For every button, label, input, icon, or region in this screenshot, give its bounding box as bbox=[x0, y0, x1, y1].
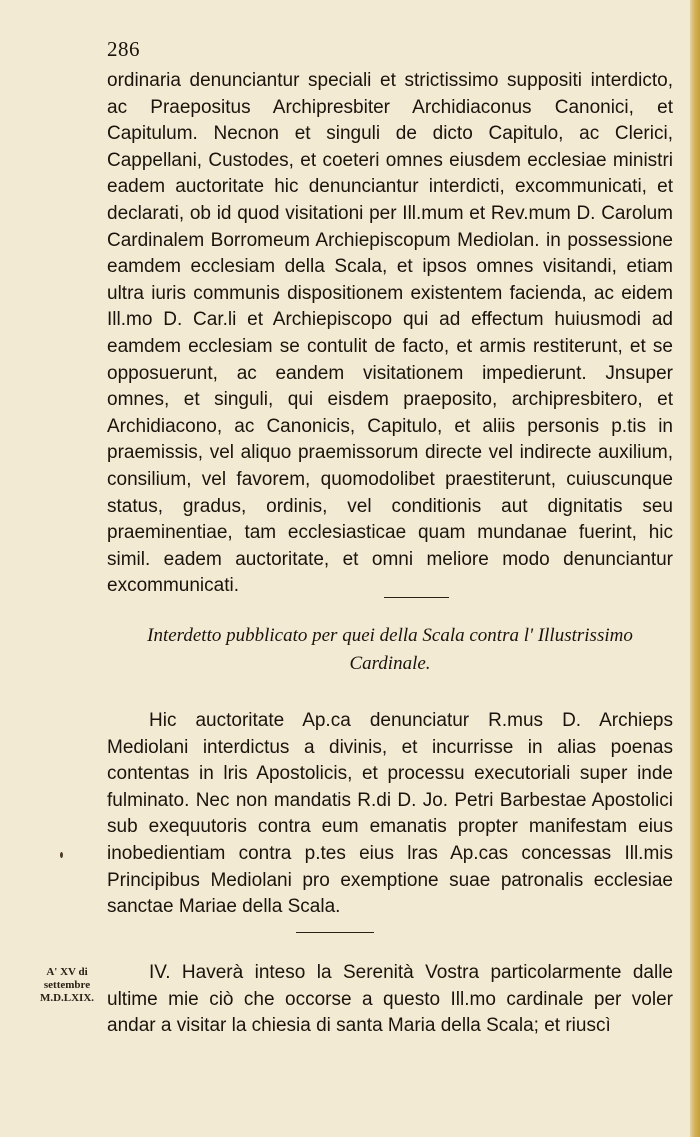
margin-date-line: A' XV di bbox=[46, 966, 88, 978]
page-number: 286 bbox=[107, 37, 140, 61]
page-edge bbox=[690, 0, 700, 1137]
section-heading: Interdetto pubblicato per quei della Scala contra l' Illustrissimo Cardinale. bbox=[147, 625, 633, 674]
ink-mark bbox=[60, 852, 63, 858]
margin-date-line: settembre bbox=[43, 979, 91, 991]
paragraph-interdict: ordinaria denunciantur speciali et strictissimo suppositi interdicto, ac Praepositus Archipresbiter Archidiaconus Canonici, et Capitulum. Necnon et singuli de dicto Capitulo, ac Clerici, Cappellani, Custodes, et coeteri omnes eiusdem ecclesiae ministri eadem auctoritate hic denunciantur interdicti, excommunicati, et declarati, ob id quod visitationi per Ill.mum et Rev.mum D. Carolum Cardinalem Borromeum Archiepiscopum Mediolan. in possessione eamdem ecclesiam della Scala, et ipsos omnes visitandi, etiam ultra iuris communis dispositionem existentem facienda, ac eidem Ill.mo D. Car.li et Archiepiscopo qui ad effectum huiusmodi ad eamdem ecclesiam se contulit de facto, et armis restiterunt, et se opposuerunt, ac eandem visitationem impedierunt. Jnsuper omnes, et singuli, qui eisdem praeposito, archipresbitero, et Archidiacono, ac Canonicis, Capitulo, et aliis personis p.tis in praemissis, vel aliquo praemissorum directe vel indirecte auxilium, consilium, vel favorem, quomodolibet praestiterunt, cuiuscunque status, gradus, ordinis, vel conditionis aut dignitatis seu praeminentiae, tam ecclesiasticae quam mundanae fuerint, hic simil. eadem auctoritate, et omni meliore modo denunciantur excommunicati. bbox=[107, 70, 673, 597]
margin-date-line: M.D.LXIX. bbox=[39, 992, 95, 1004]
paragraph-letter: IV. Haverà inteso la Serenità Vostra particolarmente dalle ultime mie ciò che occorse a questo Ill.mo cardinale per voler andar a visitar la chiesia di santa Maria della Scala; et riuscì bbox=[107, 962, 673, 1037]
section-divider bbox=[384, 597, 449, 598]
paragraph-denunciation: Hic auctoritate Ap.ca denunciatur R.mus D. Archieps Mediolani interdictus a divinis, et incurrisse in alias poenas contentas in lris Apostolicis, et processu executoriali super inde fulminato. Nec non mandatis R.di D. Jo. Petri Barbestae Apostolici sub exequutoris contra eum emanatis propter manifestam eius inobedientiam contra p.tes eius lras Ap.cas concessas Ill.mis Principibus Mediolani pro exemptione suae patronalis ecclesiae sanctae Mariae della Scala. bbox=[107, 710, 673, 918]
margin-date-note bbox=[32, 966, 102, 1005]
section-divider bbox=[296, 932, 374, 933]
